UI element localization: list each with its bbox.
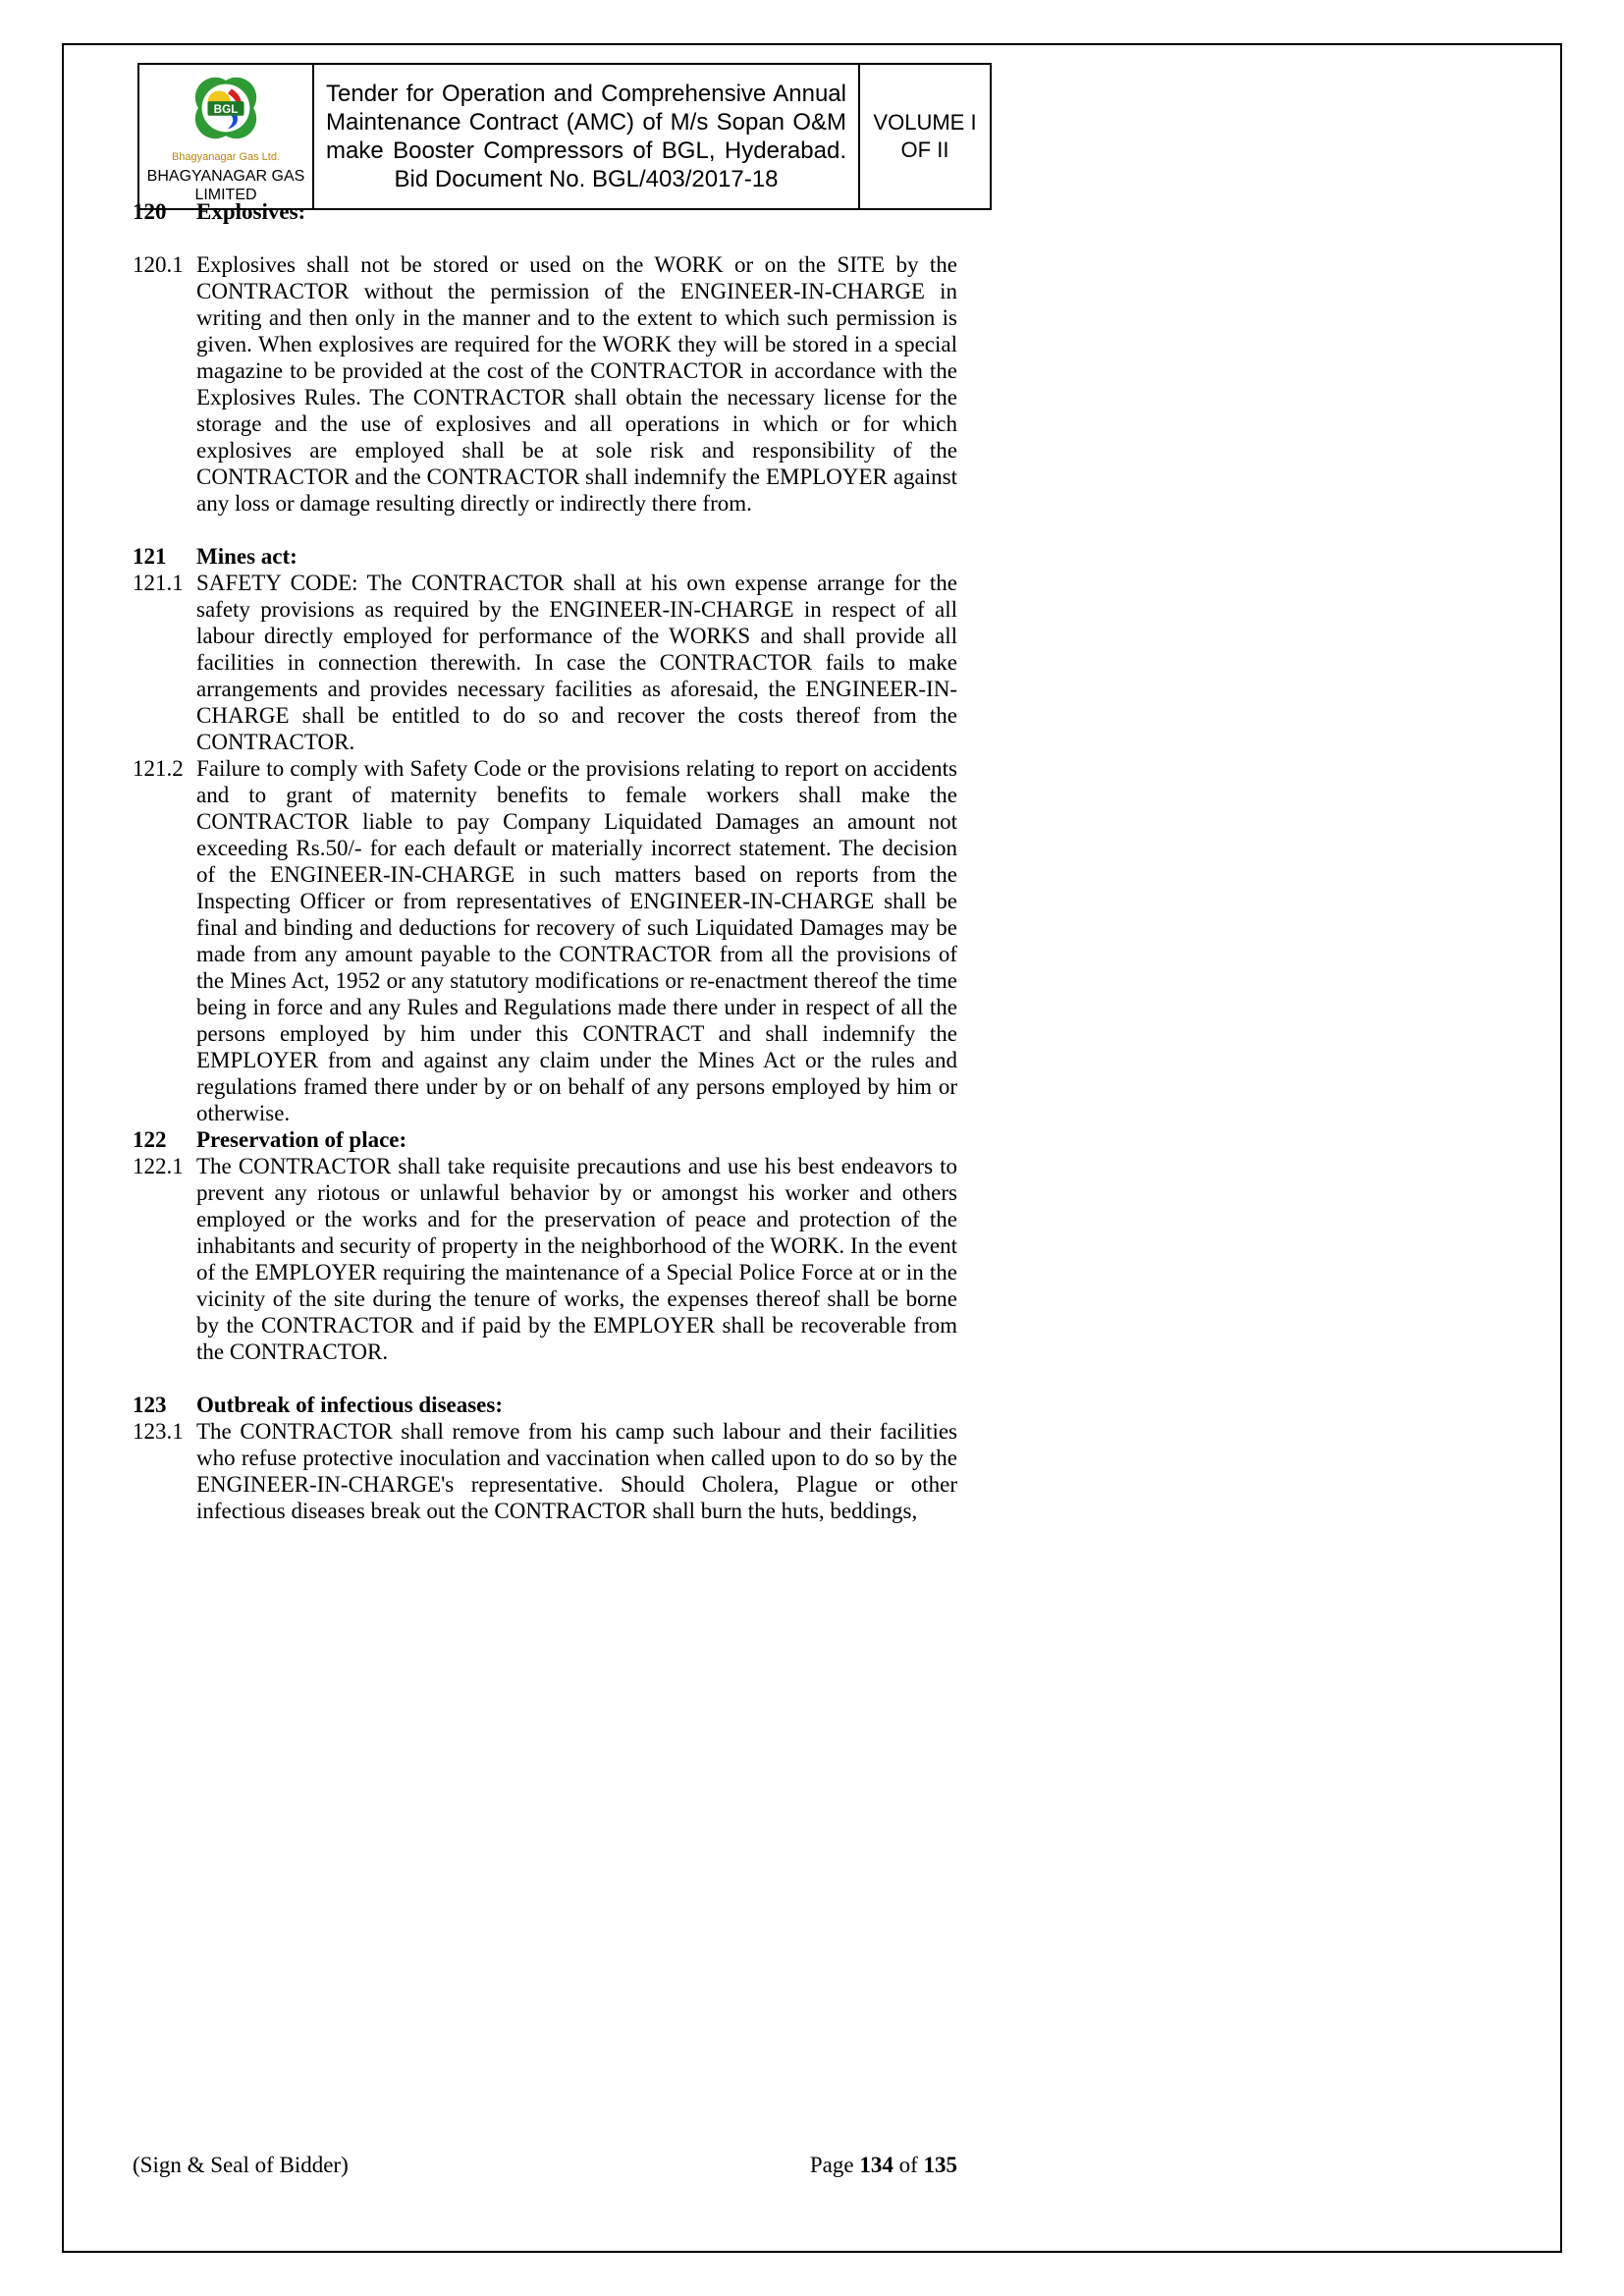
logo-tagline: Bhagyanagar Gas Ltd. xyxy=(171,151,281,163)
logo-acronym: BGL xyxy=(213,102,239,116)
of-word: of xyxy=(898,2153,918,2177)
doc-title-line-1: Tender for Operation and Comprehensive Annual xyxy=(326,81,846,107)
clause-number: 123.1 xyxy=(133,1419,184,1444)
header-table xyxy=(137,63,992,210)
clause-123-1 xyxy=(133,1418,957,1524)
clause-120-1 xyxy=(133,251,957,517)
sign-seal-note: (Sign & Seal of Bidder) xyxy=(133,2153,349,2177)
clause-number: 122.1 xyxy=(133,1154,184,1178)
clause-122-1 xyxy=(133,1153,957,1365)
company-name: BHAGYANAGAR GAS LIMITED xyxy=(146,168,305,203)
section-number: 122 xyxy=(133,1127,167,1152)
clause-121-2 xyxy=(133,755,957,1126)
doc-title-line-2: Maintenance Contract (AMC) of M/s Sopan O&M xyxy=(326,109,846,136)
page-number: 134 xyxy=(859,2153,893,2177)
section-number: 123 xyxy=(133,1393,167,1417)
section-heading-123 xyxy=(133,1392,957,1418)
volume-cell xyxy=(859,64,991,209)
volume-line-1: VOLUME I xyxy=(873,110,977,135)
clause-text: Explosives shall not be stored or used on the WORK or on the SITE by the CONTRACTOR without the permission of the ENGINEER-IN-CHARGE in writing and then only in the manner and to the extent to which such permission is given. When explosives are required for the WORK they will be stored in a special magazine to be provided at the cost of the CONTRACTOR in accordance with the Explosives Rules. The CONTRACTOR shall obtain the necessary license for the storage and the use of explosives and all operations in which or for which explosives are employed shall be at sole risk and responsibility of the CONTRACTOR and the CONTRACTOR shall indemnify the EMPLOYER against any loss or damage resulting directly or indirectly there from. xyxy=(196,252,957,516)
document-title-cell xyxy=(313,64,859,209)
page-word: Page xyxy=(809,2153,854,2177)
section-title: Outbreak of infectious diseases: xyxy=(196,1393,503,1417)
section-title: Explosives: xyxy=(196,199,306,224)
clause-text: The CONTRACTOR shall take requisite precautions and use his best endeavors to prevent any riotous or unlawful behavior by or amongst his worker and others employed or the works and for the preservation of peace and protection of the inhabitants and security of property in the neighborhood of the WORK. In the event of the EMPLOYER requiring the maintenance of a Special Police Force at or in the vicinity of the site during the tenure of works, the expenses thereof shall be borne by the CONTRACTOR and if paid by the EMPLOYER shall be recoverable from the CONTRACTOR. xyxy=(196,1154,957,1364)
bid-document-number: Bid Document No. BGL/403/2017-18 xyxy=(394,166,779,192)
logo-cell xyxy=(138,64,313,209)
section-title: Mines act: xyxy=(196,544,298,569)
clause-number: 120.1 xyxy=(133,252,184,277)
clause-121-1 xyxy=(133,570,957,755)
clause-number: 121.1 xyxy=(133,571,184,595)
section-heading-120 xyxy=(133,198,957,225)
clause-text: SAFETY CODE: The CONTRACTOR shall at his own expense arrange for the safety provisions as required by the ENGINEER-IN-CHARGE in respect of all labour directly employed for performance of the WORKS and shall provide all facilities in connection therewith. In case the CONTRACTOR fails to make arrangements and provides necessary facilities as aforesaid, the ENGINEER-IN- CHARGE shall be entitled to do so and recover the costs thereof from the CONTRACTOR. xyxy=(196,571,957,754)
bgl-flower-logo-icon xyxy=(188,70,264,146)
doc-title-line-3: make Booster Compressors of BGL, Hyderabad. xyxy=(326,137,846,164)
section-title: Preservation of place: xyxy=(196,1127,407,1152)
section-heading-121 xyxy=(133,543,957,570)
page-footer xyxy=(133,2153,957,2178)
total-pages: 135 xyxy=(923,2153,957,2177)
section-number: 120 xyxy=(133,199,167,224)
page-indicator xyxy=(810,2153,957,2178)
clause-number: 121.2 xyxy=(133,756,184,781)
section-number: 121 xyxy=(133,544,167,569)
clause-text: The CONTRACTOR shall remove from his camp such labour and their facilities who refuse protective inoculation and vaccination when called upon to do so by the ENGINEER-IN-CHARGE's representative. Should Cholera, Plague or other infectious diseases break out the CONTRACTOR shall burn the huts, beddings, xyxy=(196,1419,957,1523)
document-body xyxy=(133,198,957,1524)
volume-line-2: OF II xyxy=(900,137,949,162)
section-heading-122 xyxy=(133,1126,957,1153)
clause-text: Failure to comply with Safety Code or the provisions relating to report on accidents and to grant of maternity benefits to female workers shall make the CONTRACTOR liable to pay Company Liquidated Damages an amount not exceeding Rs.50/- for each default or materially incorrect statement. The decision of the ENGINEER-IN-CHARGE in such matters based on reports from the Inspecting Officer or from representatives of ENGINEER-IN-CHARGE shall be final and binding and deductions for recovery of such Liquidated Damages may be made from any amount payable to the CONTRACTOR from all the provisions of the Mines Act, 1952 or any statutory modifications or re-enactment thereof the time being in force and any Rules and Regulations made there under in respect of all the persons employed by him under this CONTRACT and shall indemnify the EMPLOYER from and against any claim under the Mines Act or the rules and regulations framed there under by or on behalf of any persons employed by him or otherwise. xyxy=(196,756,957,1125)
